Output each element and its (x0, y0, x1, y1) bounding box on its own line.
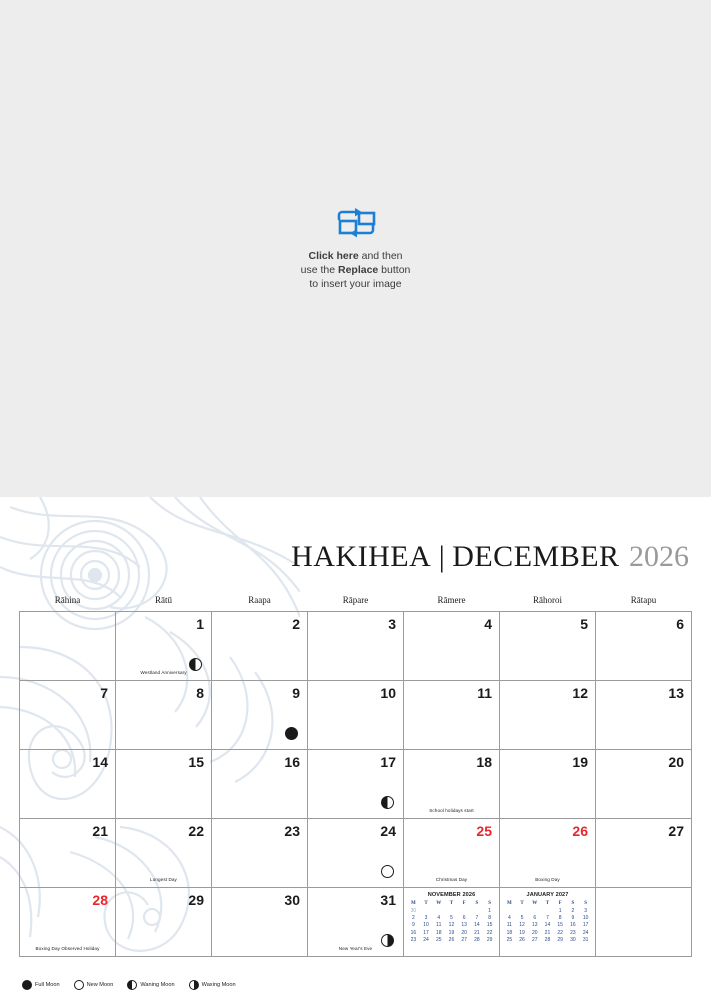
day-cell[interactable] (116, 681, 212, 750)
mini-day (420, 907, 433, 914)
mini-day: 10 (582, 915, 589, 922)
legend-item-full-moon (22, 980, 60, 990)
day-cell[interactable] (20, 612, 116, 681)
mini-day: 21 (474, 929, 480, 936)
day-number: 1 (196, 616, 204, 632)
day-cell[interactable] (212, 750, 308, 819)
placeholder-line-2-pre: use the (300, 263, 338, 276)
mini-day: 8 (488, 915, 491, 922)
mini-day: 23 (410, 937, 417, 944)
month-name-english: DECEMBER (452, 540, 620, 573)
mini-day: 11 (506, 922, 512, 929)
mini-week-row (407, 907, 496, 914)
mini-week-row (407, 929, 496, 936)
day-number: 29 (188, 892, 204, 908)
placeholder-line-2-post: button (378, 263, 411, 276)
mini-day: 29 (486, 937, 493, 944)
mini-day: 5 (520, 915, 524, 922)
mini-weekday: T (545, 901, 550, 906)
moon-phase-first-quarter-icon (381, 934, 394, 947)
day-number: 12 (572, 685, 588, 701)
calendar-week-row (20, 888, 692, 957)
mini-day: 2 (571, 907, 575, 914)
mini-month-title: NOVEMBER 2026 (427, 892, 476, 898)
mini-weekday: S (584, 901, 587, 906)
mini-weekday: S (488, 901, 491, 906)
placeholder-line-1 (301, 249, 411, 263)
mini-day: 13 (531, 922, 538, 929)
day-cell-empty (596, 888, 692, 957)
mini-day (458, 907, 471, 914)
mini-weekday: F (462, 901, 466, 906)
day-cell[interactable] (596, 750, 692, 819)
mini-weekday: T (520, 901, 524, 906)
weekday-monday: Rāhina (54, 595, 81, 605)
day-cell[interactable] (116, 750, 212, 819)
day-number: 10 (380, 685, 396, 701)
mini-day: 22 (557, 929, 563, 936)
mini-month-november (407, 892, 496, 953)
day-number: 3 (388, 616, 396, 632)
day-number: 28 (92, 892, 108, 908)
mini-week-row (503, 922, 592, 929)
mini-day: 8 (558, 915, 562, 922)
mini-day: 25 (435, 937, 442, 944)
mini-day: 24 (423, 937, 429, 944)
day-number: 27 (668, 823, 684, 839)
day-number: 6 (676, 616, 684, 632)
mini-week-row (503, 914, 592, 921)
mini-day: 12 (519, 922, 525, 929)
mini-day: 15 (486, 922, 493, 929)
weekday-saturday: Rāhoroi (533, 595, 562, 605)
placeholder-line-1-rest: and then (358, 249, 403, 262)
mini-day: 1 (488, 907, 491, 914)
new-moon-icon (74, 980, 84, 990)
mini-day (528, 907, 541, 914)
mini-day: 7 (475, 915, 479, 922)
mini-day: 9 (411, 922, 415, 929)
day-number: 19 (572, 754, 588, 770)
calendar-year: 2026 (629, 540, 689, 573)
day-cell[interactable] (404, 750, 500, 819)
mini-day: 28 (474, 937, 480, 944)
day-number: 13 (668, 685, 684, 701)
mini-month-grid (407, 900, 496, 944)
calendar-week-row (20, 750, 692, 819)
day-note: School holidays start (429, 808, 474, 813)
mini-month-grid (503, 900, 592, 944)
mini-weekday: F (558, 901, 562, 906)
mini-day: 13 (461, 922, 467, 929)
day-note: Westland Anniversary (140, 670, 187, 675)
mini-month-january (503, 892, 592, 953)
mini-day: 30 (410, 907, 417, 914)
day-number: 31 (380, 892, 396, 908)
day-number: 17 (380, 754, 396, 770)
day-note: Boxing Day (535, 877, 560, 882)
weekday-wednesday: Raapa (248, 595, 271, 605)
mini-weekday-row (407, 900, 496, 907)
mini-day: 21 (544, 929, 551, 936)
moon-phase-full-icon (285, 727, 298, 740)
day-cell[interactable] (212, 819, 308, 888)
day-number: 24 (380, 823, 396, 839)
calendar-week-row (20, 681, 692, 750)
mini-weekday: M (506, 901, 512, 906)
placeholder-replace-word: Replace (337, 263, 379, 276)
calendar-week-row (20, 819, 692, 888)
mini-day: 20 (461, 929, 467, 936)
calendar-title (291, 540, 689, 574)
title-separator: | (438, 540, 445, 573)
day-cell[interactable] (596, 819, 692, 888)
mini-day: 3 (584, 907, 587, 914)
mini-day (541, 907, 554, 914)
mini-week-row (407, 937, 496, 944)
day-number: 9 (292, 685, 300, 701)
mini-day: 28 (544, 937, 551, 944)
image-placeholder-area[interactable] (0, 0, 711, 497)
mini-day: 31 (582, 937, 589, 944)
mini-day: 15 (557, 922, 563, 929)
mini-week-row (407, 914, 496, 921)
mini-weekday: T (424, 901, 428, 906)
day-cell[interactable] (500, 612, 596, 681)
day-number: 4 (484, 616, 492, 632)
mini-month-cell-next (500, 888, 596, 957)
mini-day: 14 (474, 922, 480, 929)
day-number: 30 (284, 892, 300, 908)
mini-week-row (503, 929, 592, 936)
day-number: 15 (188, 754, 204, 770)
mini-day: 19 (519, 929, 525, 936)
day-cell[interactable] (308, 681, 404, 750)
legend-label: Waxing Moon (201, 982, 236, 988)
mini-weekday: W (436, 901, 442, 906)
mini-day: 10 (423, 922, 429, 929)
day-cell[interactable] (596, 612, 692, 681)
day-number: 26 (572, 823, 588, 839)
day-number: 25 (476, 823, 492, 839)
calendar-week-row (20, 612, 692, 681)
day-cell[interactable] (116, 888, 212, 957)
mini-day: 26 (519, 937, 525, 944)
replace-image-icon[interactable] (333, 207, 379, 241)
day-cell[interactable] (308, 612, 404, 681)
weekday-friday: Rāmere (437, 595, 466, 605)
mini-day (445, 907, 458, 914)
day-cell[interactable] (212, 612, 308, 681)
moon-phase-new-icon (381, 865, 394, 878)
moon-phase-last-quarter-icon (381, 796, 394, 809)
day-cell[interactable] (20, 750, 116, 819)
mini-day: 23 (570, 929, 576, 936)
mini-day (471, 907, 484, 914)
mini-day: 2 (411, 915, 415, 922)
mini-week-row (503, 937, 592, 944)
day-cell[interactable] (212, 681, 308, 750)
mini-week-row (503, 907, 592, 914)
mini-week-row (407, 922, 496, 929)
day-cell[interactable] (20, 819, 116, 888)
mini-day: 14 (544, 922, 551, 929)
legend-label: Waning Moon (140, 982, 175, 988)
mini-day: 6 (533, 915, 537, 922)
mini-day: 22 (486, 929, 493, 936)
mini-weekday: S (475, 901, 479, 906)
mini-day: 1 (558, 907, 562, 914)
mini-day: 18 (506, 929, 513, 936)
mini-weekday: S (571, 901, 575, 906)
moon-phase-legend (22, 980, 236, 990)
legend-item-waning-moon (127, 980, 174, 990)
day-number: 11 (477, 685, 492, 701)
mini-day: 18 (435, 929, 442, 936)
day-number: 8 (196, 685, 204, 701)
mini-day: 17 (423, 929, 429, 936)
day-note: New Year's Eve (338, 946, 373, 951)
day-number: 21 (92, 823, 108, 839)
placeholder-line-3: to insert your image (309, 277, 402, 290)
mini-day: 16 (410, 929, 417, 936)
mini-day: 11 (436, 922, 442, 929)
weekday-tuesday: Rātū (155, 595, 172, 605)
mini-day: 5 (450, 915, 453, 922)
mini-day: 25 (506, 937, 513, 944)
day-note: Christmas Day (435, 877, 468, 882)
mini-day: 3 (424, 915, 428, 922)
mini-day: 26 (448, 937, 455, 944)
mini-day: 20 (531, 929, 538, 936)
day-cell[interactable] (116, 819, 212, 888)
day-number: 2 (292, 616, 300, 632)
mini-day: 6 (462, 915, 466, 922)
day-cell[interactable] (404, 819, 500, 888)
mini-weekday: W (532, 901, 538, 906)
placeholder-click-here: Click here (308, 249, 359, 262)
weekday-sunday: Rātapu (630, 595, 657, 605)
full-moon-icon (22, 980, 32, 990)
weekday-header-row (20, 595, 692, 612)
day-cell[interactable] (404, 681, 500, 750)
day-cell[interactable] (20, 888, 116, 957)
mini-day: 4 (507, 915, 511, 922)
legend-label: Full Moon (35, 982, 60, 988)
mini-day: 12 (448, 922, 455, 929)
day-number: 7 (100, 685, 108, 701)
day-number: 14 (92, 754, 108, 770)
legend-item-waxing-moon (189, 980, 236, 990)
mini-day: 24 (582, 929, 589, 936)
placeholder-line-2 (301, 263, 411, 277)
day-cell[interactable] (20, 681, 116, 750)
day-number: 16 (284, 754, 300, 770)
mini-day: 27 (531, 937, 538, 944)
mini-month-cell-previous (404, 888, 500, 957)
month-name-maori: HAKIHEA (291, 540, 432, 573)
day-number: 23 (284, 823, 300, 839)
day-cell[interactable] (212, 888, 308, 957)
waxing-moon-icon (189, 980, 199, 990)
mini-day: 30 (570, 937, 576, 944)
day-note: Longest Day (150, 877, 177, 882)
mini-day (516, 907, 529, 914)
mini-day (503, 907, 516, 914)
day-cell[interactable] (308, 888, 404, 957)
legend-item-new-moon (74, 980, 114, 990)
day-number: 5 (580, 616, 588, 632)
legend-label: New Moon (86, 982, 114, 988)
mini-day: 7 (546, 915, 549, 922)
moon-phase-last-quarter-icon (189, 658, 202, 671)
day-cell[interactable] (500, 750, 596, 819)
mini-day: 16 (570, 922, 576, 929)
day-number: 18 (476, 754, 492, 770)
calendar-area (0, 497, 711, 1000)
mini-weekday-row (503, 900, 592, 907)
waning-moon-icon (127, 980, 137, 990)
day-note: Boxing Day Observed Holiday (35, 946, 100, 951)
day-cell[interactable] (500, 819, 596, 888)
day-number: 22 (188, 823, 204, 839)
weekday-thursday: Rāpare (342, 595, 369, 605)
calendar-grid (19, 595, 692, 957)
day-number: 20 (668, 754, 684, 770)
mini-day (432, 907, 445, 914)
day-cell[interactable] (596, 681, 692, 750)
mini-day: 19 (448, 929, 455, 936)
day-cell[interactable] (500, 681, 596, 750)
day-cell[interactable] (308, 819, 404, 888)
mini-weekday: M (410, 901, 416, 906)
mini-day: 4 (437, 915, 441, 922)
mini-day: 17 (582, 922, 589, 929)
day-cell[interactable] (308, 750, 404, 819)
mini-day: 9 (571, 915, 575, 922)
mini-month-title: JANUARY 2027 (526, 892, 569, 898)
mini-day: 29 (557, 937, 563, 944)
day-cell[interactable] (404, 612, 500, 681)
mini-day: 27 (461, 937, 467, 944)
day-cell[interactable] (116, 612, 212, 681)
mini-weekday: T (449, 901, 454, 906)
placeholder-content[interactable] (301, 207, 411, 291)
